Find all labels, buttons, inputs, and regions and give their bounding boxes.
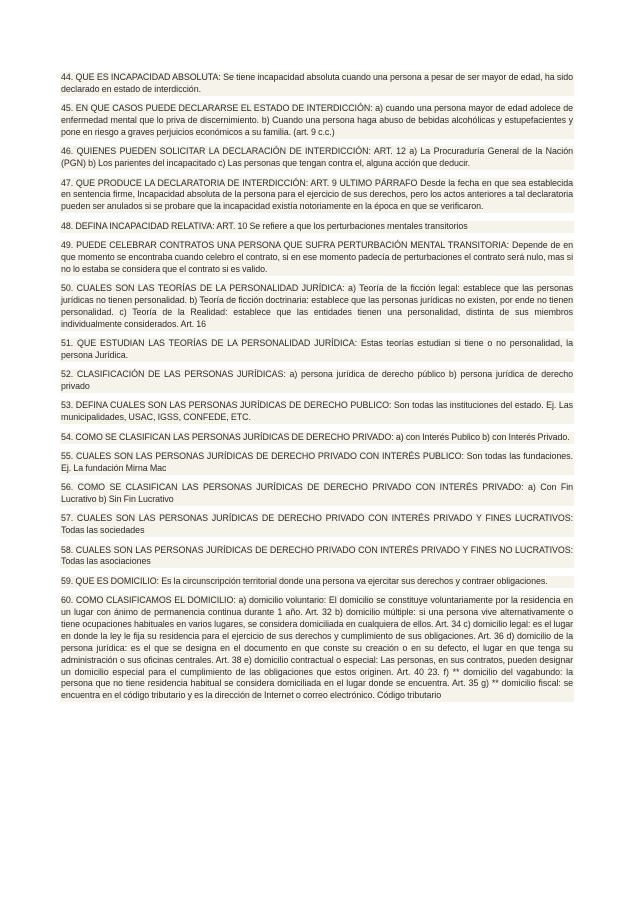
document-page [60, 72, 574, 710]
paragraph-45: 45. EN QUE CASOS PUEDE DECLARARSE EL ESTADO DE INTERDICCIÓN: a) cuando una persona mayor de edad adolece de enfermedad mental que lo priva de discernimiento. b) Cuando una persona haga abuso de bebidas alcohólicas y estupefacientes y pone en riesgo a graves perjuicios económicos a su familia. (art. 9 c.c.) [61, 103, 573, 138]
paragraph-53: 53. DEFINA CUALES SON LAS PERSONAS JURÍDICAS DE DERECHO PUBLICO: Son todas las instituciones del estado. Ej. Las municipalidades, USAC, IGSS, CONFEDE, ETC. [61, 400, 573, 423]
paragraph-54: 54. COMO SE CLASIFICAN LAS PERSONAS JURÍDICAS DE DERECHO PRIVADO: a) con Interés Publico b) con Interés Privado. [60, 432, 574, 444]
paragraph-48: 48. DEFINA INCAPACIDAD RELATIVA: ART. 10 Se refiere a que los perturbaciones mentales transitorios [60, 221, 574, 233]
paragraph-49: 49. PUEDE CELEBRAR CONTRATOS UNA PERSONA QUE SUFRA PERTURBACIÓN MENTAL TRANSITORIA: Depende de en que momento se encontraba cuando celebro el contrato, si en ese momento padecía de perturbaciones el contrato será nulo, mas si no lo estaba se considera que el contrato si es valido. [61, 239, 573, 274]
paragraph-60: 60. COMO CLASIFICAMOS EL DOMICILIO: a) domicilio voluntario: El domicilio se constituye voluntariamente por la residencia en un lugar con ánimo de permanencia continua durante 1 año. Art. 32 b) domicilio múltiple: si una persona vive alternativamente o tiene ocupaciones habituales en varios lugares, se considera domiciliada en cualquiera de ellos. Art. 34 c) domicilio legal: es el lugar en donde la ley le fija su residencia para el ejercicio de sus derechos y cumplimiento de sus obligaciones. Art. 36 d) domicilio de la persona jurídica: es el que se designa en el documento en que conste su creación o en su defecto, el lugar en que tenga su administración o sus oficinas centrales. Art. 38 e) domicilio contractual o especial: Las personas, en sus contratos, pueden designar un domicilio especial para el cumplimiento de las obligaciones que estos originen. Art. 40 23. f) ** domicilio del vagabundo: la persona que no tiene residencia habitual se considera domiciliada en el lugar donde se encuentra. Art. 35 g) ** domicilio fiscal: se encuentra en el código tributario y es la dirección de Internet o correo electrónico. Código tributario [61, 595, 573, 701]
paragraph-55: 55. CUALES SON LAS PERSONAS JURÍDICAS DE DERECHO PRIVADO CON INTERÉS PUBLICO: Son todas las fundaciones. Ej. La fundación Mirna Mac [61, 450, 573, 473]
paragraph-57: 57. CUALES SON LAS PERSONAS JURÍDICAS DE DERECHO PRIVADO CON INTERÉS PRIVADO Y FINES LUCRATIVOS: Todas las sociedades [61, 513, 573, 536]
paragraph-50: 50. CUALES SON LAS TEORÍAS DE LA PERSONALIDAD JURÍDICA: a) Teoría de la ficción legal: establece que las personas jurídicas no tienen personalidad. b) Teoría de ficción doctrinaria: establece que las personas jurídicas no existen, por ende no tienen personalidad. c) Teoría de la Realidad: establece que las entidades tienen una personalidad, distinta de sus miembros individualmente considerados. Art. 16 [61, 283, 573, 329]
paragraph-58: 58. CUALES SON LAS PERSONAS JURÍDICAS DE DERECHO PRIVADO CON INTERÉS PRIVADO Y FINES NO LUCRATIVOS: Todas las asociaciones [61, 544, 573, 567]
paragraph-59: 59. QUE ES DOMICILIO: Es la circunscripción territorial donde una persona va ejercitar sus derechos y contraer obligaciones. [60, 576, 574, 588]
paragraph-52: 52. CLASIFICACIÓN DE LAS PERSONAS JURÍDICAS: a) persona jurídica de derecho público b) persona jurídica de derecho privado [61, 369, 573, 392]
paragraph-46: 46. QUIENES PUEDEN SOLICITAR LA DECLARACIÓN DE INTERDICCIÓN: ART. 12 a) La Procuraduría General de la Nación (PGN) b) Los parientes del incapacitado c) Las personas que tengan contra el, alguna acción que deducir. [61, 146, 573, 169]
paragraph-51: 51. QUE ESTUDIAN LAS TEORÍAS DE LA PERSONALIDAD JURÍDICA: Estas teorías estudian si tiene o no personalidad, la persona Jurídica. [61, 338, 573, 360]
paragraph-56: 56. COMO SE CLASIFICAN LAS PERSONAS JURÍDICAS DE DERECHO PRIVADO CON INTERÉS PRIVADO: a) Con Fin Lucrativo b) Sin Fin Lucrativo [61, 482, 573, 505]
paragraph-44: 44. QUE ES INCAPACIDAD ABSOLUTA: Se tiene incapacidad absoluta cuando una persona a pesar de ser mayor de edad, ha sido declarado en estado de interdicción. [61, 72, 573, 94]
paragraph-47: 47. QUE PRODUCE LA DECLARATORIA DE INTERDICCIÓN: ART. 9 ULTIMO PÁRRAFO Desde la fecha en que sea establecida en sentencia firme, Incapacidad absoluta de la persona para el ejercicio de sus derechos, pero los actos anteriores a tal declaratoria pueden ser anulados si se probare que la incapacidad existía notoriamente en la época en que se verificaron. [61, 177, 573, 212]
